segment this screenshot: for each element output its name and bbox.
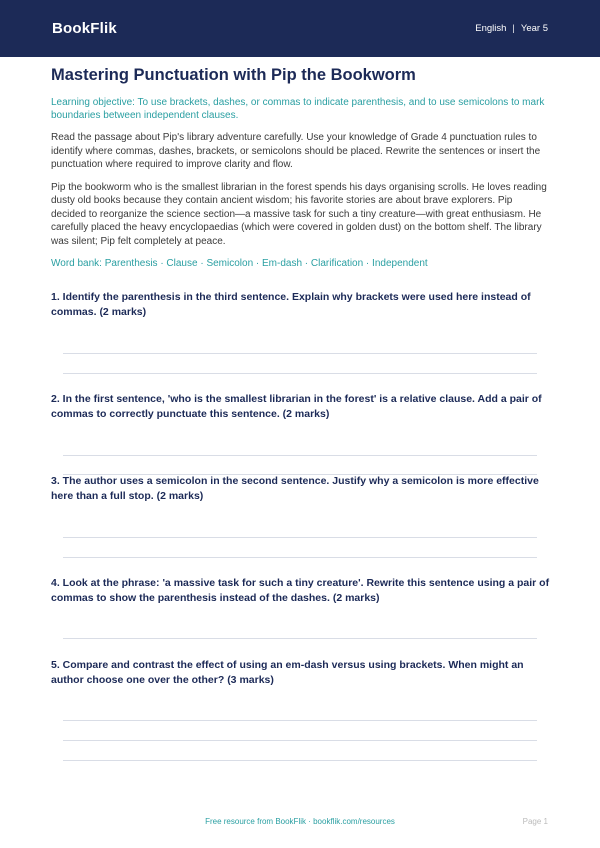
answer-line[interactable] [63,537,537,538]
word-bank: Word bank: Parenthesis · Clause · Semicolon · Em-dash · Clarification · Independent [51,258,428,269]
footer-credit[interactable]: Free resource from BookFlik · bookflik.com/resources [205,817,395,826]
question-1 [51,290,551,319]
question-3 [51,474,551,503]
question-2 [51,392,551,421]
question-5 [51,658,551,687]
question-text: 5. Compare and contrast the effect of using an em-dash versus using brackets. When might an author choose one over the other? (3 marks) [51,659,524,686]
page-header [0,0,600,57]
question-4 [51,576,551,605]
brand-logo[interactable]: BookFlik [52,20,117,37]
answer-line[interactable] [63,353,537,354]
answer-line[interactable] [63,373,537,374]
answer-line[interactable] [63,638,537,639]
question-text: 2. In the first sentence, 'who is the smallest librarian in the forest' is a relative clause. Add a pair of commas to correctly punctuate this sentence. (2 marks) [51,393,542,420]
question-text: 4. Look at the phrase: 'a massive task for such a tiny creature'. Rewrite this sentence using a pair of commas to show the parenthesis instead of the dashes. (2 marks) [51,577,550,604]
page-number: Page 1 [522,817,548,826]
question-text: 1. Identify the parenthesis in the third sentence. Explain why brackets were used here instead of commas. (2 marks) [51,291,531,318]
answer-line[interactable] [63,720,537,721]
passage: Pip the bookworm who is the smallest librarian in the forest spends his days organising scrolls. He loves reading dusty old books because they contain ancient wisdom; his favorite stories are about brave explorers. Pip decided to reorganize the science section—a massive task for such a tiny creature—with great enthusiasm. He carefully placed the heavy encyclopaedias (which were covered in golden dust) on the bottom shelf. The library was silent; Pip felt completely at peace. [51,181,547,247]
page-title: Mastering Punctuation with Pip the Bookworm [51,66,416,84]
question-text: 3. The author uses a semicolon in the second sentence. Justify why a semicolon is more effective here than a full stop. (2 marks) [51,475,539,502]
intro-section [51,65,548,270]
answer-line[interactable] [63,740,537,741]
learning-objective: Learning objective: To use brackets, dashes, or commas to indicate parenthesis, and to use semicolons to mark boundaries between independent clauses. [51,97,545,121]
answer-line[interactable] [63,557,537,558]
year-label: Year 5 [520,23,548,34]
meta-separator: | [512,23,515,34]
answer-line[interactable] [63,455,537,456]
instructions: Read the passage about Pip's library adventure carefully. Use your knowledge of Grade 4 punctuation rules to identify where commas, dashes, brackets, or semicolons should be placed. Rewrite the sentences or insert the punctuation where required to improve clarity and flow. [51,132,541,170]
subject-label: English [475,23,507,34]
answer-line[interactable] [63,760,537,761]
subject-meta [475,23,548,34]
